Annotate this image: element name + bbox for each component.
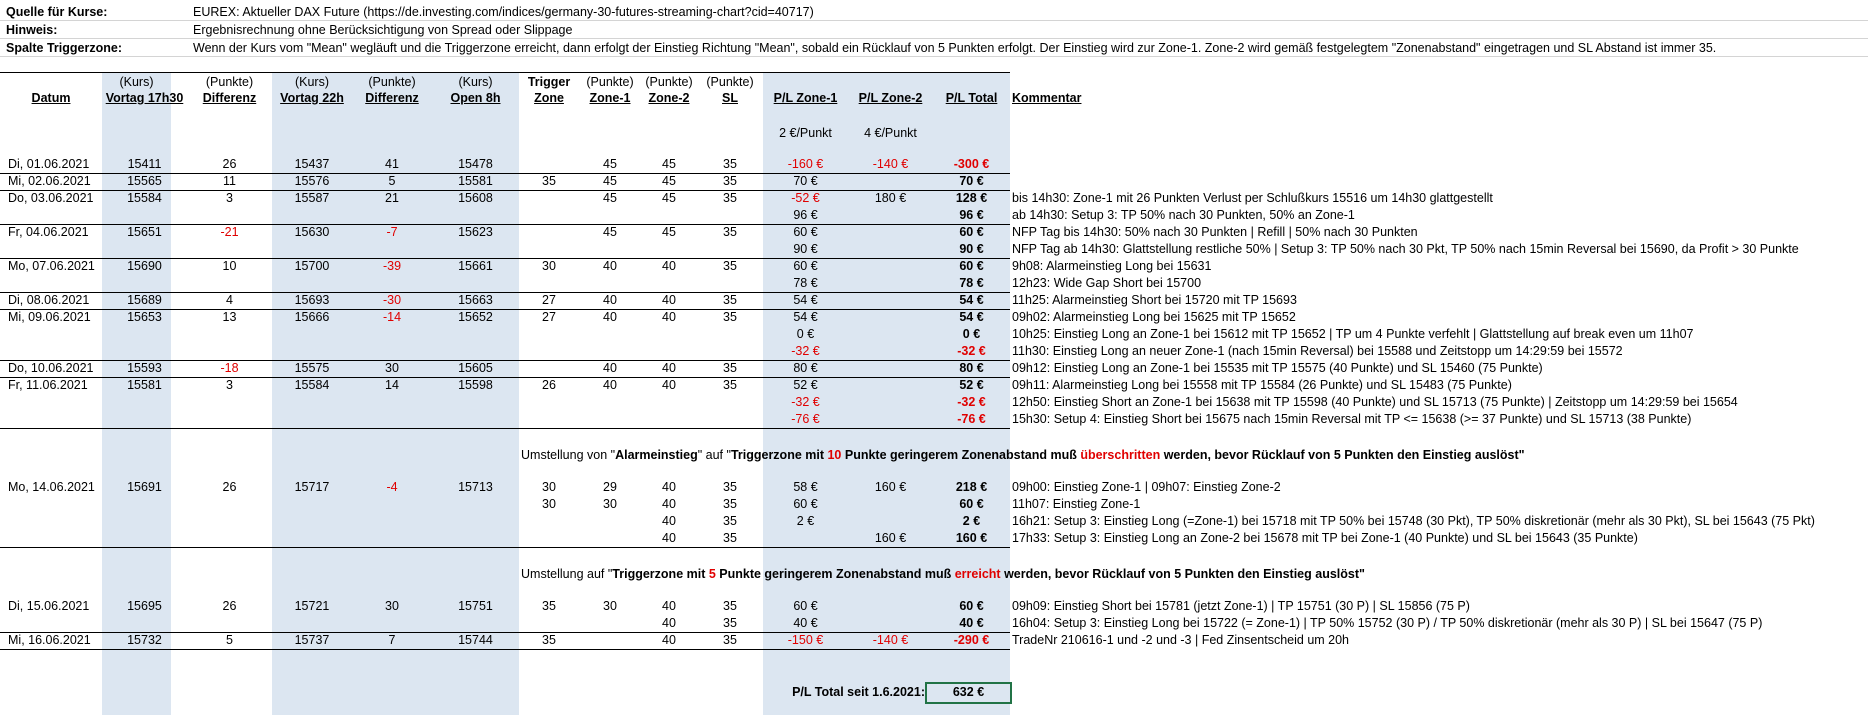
note-alarm-change (521, 447, 1525, 463)
cell-sl[interactable]: 35 (723, 259, 737, 273)
cell-z1[interactable]: 40 (603, 310, 617, 324)
note-text: Triggerzone mit (612, 567, 709, 581)
header-diff2-top: (Punkte) (368, 75, 416, 89)
header-z1: Zone-1 (589, 91, 631, 105)
cell-plt[interactable]: 60 € (959, 225, 984, 239)
cell-pl1[interactable]: 52 € (793, 378, 818, 392)
cell-pl2[interactable]: -140 € (872, 633, 909, 647)
cell-plt[interactable]: 70 € (959, 174, 984, 188)
cell-k1[interactable]: 15411 (127, 157, 162, 171)
hint-value: Ergebnisrechnung ohne Berücksichtigung von Spread oder Slippage (193, 23, 573, 37)
cell-sl[interactable]: 35 (723, 378, 737, 392)
cell-d1[interactable]: -18 (220, 361, 239, 375)
cell-datum[interactable]: Mo, 14.06.2021 (8, 480, 95, 494)
cell-k1[interactable]: 15695 (127, 599, 162, 613)
note-text: Punkte geringerem Zonenabstand muß (841, 448, 1081, 462)
source-label: Quelle für Kurse: (6, 5, 108, 19)
cell-pl2[interactable]: -140 € (872, 157, 909, 171)
cell-komm[interactable]: 9h08: Alarmeinstieg Long bei 15631 (1012, 259, 1212, 273)
row-divider (0, 547, 1010, 548)
header-diff2: Differenz (365, 91, 419, 105)
cell-d1[interactable]: 4 (226, 293, 233, 307)
cell-datum[interactable]: Mi, 09.06.2021 (8, 310, 91, 324)
cell-k1[interactable]: 15581 (127, 378, 162, 392)
header-kommentar: Kommentar (1012, 91, 1082, 105)
cell-open[interactable]: 15478 (458, 157, 493, 171)
cell-k1[interactable]: 15565 (127, 174, 162, 188)
cell-open[interactable]: 15608 (458, 191, 493, 205)
header-z2-top: (Punkte) (645, 75, 693, 89)
cell-plt[interactable]: 80 € (959, 361, 984, 375)
cell-k2[interactable]: 15576 (294, 174, 330, 188)
cell-plt[interactable]: 218 € (955, 480, 988, 494)
cell-sl[interactable]: 35 (723, 497, 737, 511)
gridline (0, 38, 1868, 39)
cell-komm[interactable]: 17h33: Setup 3: Einstieg Long an Zone-2 bei 15678 mit TP bei Zone-1 (40 Punkte) und SL bei 15643 (35 Punkte) (1012, 531, 1638, 545)
cell-datum[interactable]: Di, 08.06.2021 (8, 293, 90, 307)
cell-d1[interactable]: 11 (223, 174, 236, 188)
cell-pl1[interactable]: 70 € (793, 174, 818, 188)
cell-open[interactable]: 15623 (458, 225, 493, 239)
cell-plt[interactable]: 90 € (959, 242, 984, 256)
cell-d1[interactable]: 26 (222, 480, 237, 494)
header-kurs1: Vortag 17h30 (105, 91, 184, 105)
cell-z2[interactable]: 40 (662, 310, 676, 324)
cell-k2[interactable]: 15700 (294, 259, 330, 273)
note-text: überschritten (1080, 448, 1161, 462)
cell-z2[interactable]: 45 (662, 174, 676, 188)
cell-z1[interactable]: 29 (603, 480, 617, 494)
cell-pl2[interactable]: 160 € (874, 480, 907, 494)
cell-k1[interactable]: 15593 (127, 361, 162, 375)
cell-k1[interactable]: 15651 (127, 225, 162, 239)
cell-datum[interactable]: Do, 03.06.2021 (8, 191, 94, 205)
cell-k1[interactable]: 15732 (127, 633, 162, 647)
cell-open[interactable]: 15663 (458, 293, 493, 307)
cell-plt[interactable]: 60 € (959, 599, 984, 613)
cell-z2[interactable]: 40 (662, 259, 676, 273)
header-datum: Datum (31, 91, 71, 105)
cell-z1[interactable]: 40 (603, 293, 617, 307)
header-pl2: P/L Zone-2 (858, 91, 923, 105)
cell-pl1[interactable]: -160 € (787, 157, 824, 171)
cell-plt[interactable]: 128 € (955, 191, 988, 205)
cell-datum[interactable]: Mi, 02.06.2021 (8, 174, 91, 188)
cell-datum[interactable]: Fr, 11.06.2021 (8, 378, 88, 392)
cell-trig[interactable]: 35 (542, 174, 556, 188)
cell-sl[interactable]: 35 (723, 616, 737, 630)
cell-k1[interactable]: 15653 (127, 310, 162, 324)
cell-d1[interactable]: 3 (226, 378, 233, 392)
cell-komm[interactable]: ab 14h30: Setup 3: TP 50% nach 30 Punkten, 50% an Zone-1 (1012, 208, 1355, 222)
cell-k2[interactable]: 15737 (294, 633, 330, 647)
cell-plt[interactable]: 78 € (959, 276, 984, 290)
cell-trig[interactable]: 27 (542, 310, 556, 324)
note-text: Triggerzone mit (730, 448, 828, 462)
header-pl2-sub: 4 €/Punkt (864, 126, 917, 140)
cell-plt[interactable]: 54 € (959, 310, 984, 324)
header-open: Open 8h (450, 91, 501, 105)
note-text: Umstellung von " (521, 448, 616, 462)
cell-z2[interactable]: 40 (662, 378, 676, 392)
cell-k2[interactable]: 15584 (294, 378, 330, 392)
cell-pl2[interactable]: 160 € (874, 531, 907, 545)
cell-plt[interactable]: 54 € (959, 293, 984, 307)
note-text: " auf " (697, 448, 731, 462)
cell-d1[interactable]: 26 (222, 599, 237, 613)
cell-sl[interactable]: 35 (723, 514, 737, 528)
cell-open[interactable]: 15598 (458, 378, 493, 392)
cell-z1[interactable]: 30 (603, 599, 617, 613)
cell-k1[interactable]: 15691 (127, 480, 162, 494)
cell-sl[interactable]: 35 (723, 531, 737, 545)
cell-z2[interactable]: 40 (662, 293, 676, 307)
cell-k2[interactable]: 15575 (294, 361, 330, 375)
header-sl-top: (Punkte) (706, 75, 754, 89)
trigger-value: Wenn der Kurs vom "Mean" wegläuft und die Triggerzone erreicht, dann erfolgt der Einstieg Richtung "Mean", sobald ein Rücklauf von 5 Punkten erfolgt. Der Einstieg wird zur Zone-1. Zone-2 wird gemäß festgelegtem "Zonenabstand" eingetragen und SL Abstand ist immer 35. (193, 41, 1717, 55)
cell-open[interactable]: 15713 (458, 480, 493, 494)
cell-pl1[interactable]: -52 € (791, 191, 820, 205)
cell-d2[interactable]: 21 (385, 191, 399, 205)
source-value: EUREX: Aktueller DAX Future (https://de.investing.com/indices/germany-30-futures-streaming-chart?cid=40717) (193, 5, 814, 19)
header-pl1: P/L Zone-1 (773, 91, 838, 105)
hint-label: Hinweis: (6, 23, 58, 37)
cell-trig[interactable]: 30 (542, 497, 556, 511)
cell-pl1[interactable]: 80 € (793, 361, 818, 375)
cell-pl1[interactable]: -76 € (791, 412, 820, 426)
header-diff1: Differenz (202, 91, 257, 105)
cell-open[interactable]: 15652 (458, 310, 493, 324)
cell-z2[interactable]: 45 (662, 225, 676, 239)
cell-z2[interactable]: 40 (662, 599, 676, 613)
cell-k2[interactable]: 15437 (294, 157, 330, 171)
cell-komm[interactable]: bis 14h30: Zone-1 mit 26 Punkten Verlust per Schlußkurs 15516 um 14h30 glattgestellt (1012, 191, 1493, 205)
cell-d1[interactable]: 13 (222, 310, 237, 324)
cell-pl1[interactable]: 40 € (793, 616, 818, 630)
cell-komm[interactable]: 16h04: Setup 3: Einstieg Long bei 15722 (= Zone-1) | TP 50% 15752 (30 P) / TP 50% diskretionär (mehr als 30 P) | SL bei 15647 (75 P) (1012, 616, 1763, 630)
cell-pl1[interactable]: 90 € (793, 242, 818, 256)
cell-komm[interactable]: 11h25: Alarmeinstieg Short bei 15720 mit TP 15693 (1012, 293, 1297, 307)
gridline (0, 56, 1868, 57)
cell-plt[interactable]: 2 € (962, 514, 981, 528)
cell-z2[interactable]: 40 (662, 361, 676, 375)
cell-trig[interactable]: 26 (542, 378, 556, 392)
note-text: erreicht (954, 567, 1001, 581)
cell-pl1[interactable]: 54 € (793, 310, 818, 324)
cell-pl1[interactable]: -32 € (791, 344, 820, 358)
cell-sl[interactable]: 35 (723, 174, 737, 188)
cell-pl1[interactable]: 58 € (793, 480, 818, 494)
cell-pl1[interactable]: 78 € (793, 276, 818, 290)
note-trigger-change (521, 566, 1365, 582)
cell-d2[interactable]: -30 (382, 293, 402, 307)
cell-pl1[interactable]: 60 € (793, 599, 818, 613)
cell-z2[interactable]: 45 (662, 157, 676, 171)
cell-z1[interactable]: 40 (603, 361, 617, 375)
cell-d2[interactable]: 30 (385, 599, 399, 613)
cell-open[interactable]: 15605 (458, 361, 493, 375)
cell-datum[interactable]: Di, 01.06.2021 (8, 157, 90, 171)
cell-d1[interactable]: 10 (222, 259, 237, 273)
cell-pl1[interactable]: 60 € (793, 259, 818, 273)
cell-d2[interactable]: -4 (386, 480, 398, 494)
gridline (0, 20, 1868, 21)
note-text: 5 (708, 567, 716, 581)
cell-open[interactable]: 15581 (458, 174, 493, 188)
cell-k2[interactable]: 15721 (294, 599, 330, 613)
cell-komm[interactable]: 10h25: Einstieg Long an Zone-1 bei 15612 mit TP 15652 | TP um 4 Punkte verfehlt | Glattstellung auf break even um 11h07 (1012, 327, 1694, 341)
note-text: 10 (827, 448, 842, 462)
cell-d2[interactable]: -14 (382, 310, 402, 324)
cell-open[interactable]: 15661 (458, 259, 493, 273)
cell-k1[interactable]: 15689 (127, 293, 162, 307)
cell-z2[interactable]: 45 (662, 191, 676, 205)
cell-z2[interactable]: 40 (662, 514, 676, 528)
cell-open[interactable]: 15751 (458, 599, 493, 613)
cell-datum[interactable]: Di, 15.06.2021 (8, 599, 90, 613)
cell-datum[interactable]: Fr, 04.06.2021 (8, 225, 89, 239)
cell-pl1[interactable]: 2 € (796, 514, 815, 528)
cell-plt[interactable]: 52 € (959, 378, 984, 392)
cell-d2[interactable]: -39 (382, 259, 402, 273)
cell-plt[interactable]: -76 € (957, 412, 986, 426)
cell-komm[interactable]: 09h12: Einstieg Long an Zone-1 bei 15535 mit TP 15575 (40 Punkte) und SL 15460 (75 Punkte) (1012, 361, 1543, 375)
cell-plt[interactable]: -32 € (957, 395, 986, 409)
header-kurs2-top: (Kurs) (294, 75, 330, 89)
cell-k1[interactable]: 15690 (127, 259, 162, 273)
cell-z2[interactable]: 40 (662, 531, 676, 545)
cell-z1[interactable]: 45 (603, 225, 617, 239)
cell-d2[interactable]: 7 (388, 633, 396, 647)
cell-d1[interactable]: 3 (226, 191, 233, 205)
cell-sl[interactable]: 35 (723, 599, 737, 613)
header-pl1-sub: 2 €/Punkt (779, 126, 832, 140)
cell-komm[interactable]: 09h02: Alarmeinstieg Long bei 15625 mit TP 15652 (1012, 310, 1296, 324)
total-label: P/L Total seit 1.6.2021: (792, 685, 925, 699)
cell-z2[interactable]: 40 (662, 497, 676, 511)
cell-z1[interactable]: 45 (603, 174, 617, 188)
row-divider (0, 649, 1010, 650)
cell-d1[interactable]: 5 (226, 633, 233, 647)
cell-komm[interactable]: 15h30: Setup 4: Einstieg Short bei 15675 nach 15min Reversal mit TP <= 15638 (>= 37 Punkte) und SL 15713 (38 Punkte) (1012, 412, 1692, 426)
cell-z1[interactable]: 40 (603, 259, 617, 273)
cell-datum[interactable]: Mo, 07.06.2021 (8, 259, 95, 273)
cell-plt[interactable]: 40 € (959, 616, 984, 630)
cell-pl1[interactable]: 54 € (793, 293, 818, 307)
cell-open[interactable]: 15744 (458, 633, 493, 647)
cell-pl1[interactable]: 96 € (793, 208, 818, 222)
cell-komm[interactable]: 09h00: Einstieg Zone-1 | 09h07: Einstieg Zone-2 (1012, 480, 1281, 494)
cell-datum[interactable]: Mi, 16.06.2021 (8, 633, 91, 647)
cell-plt[interactable]: 0 € (962, 327, 981, 341)
cell-d2[interactable]: 5 (388, 174, 396, 188)
cell-plt[interactable]: -32 € (957, 344, 986, 358)
note-text: Umstellung auf " (521, 567, 613, 581)
cell-sl[interactable]: 35 (723, 480, 737, 494)
cell-z2[interactable]: 40 (662, 480, 676, 494)
cell-k1[interactable]: 15584 (127, 191, 162, 205)
cell-z2[interactable]: 40 (662, 633, 676, 647)
note-text: Punkte geringerem Zonenabstand muß (715, 567, 955, 581)
row-divider (0, 428, 1010, 429)
header-trigger-top: Trigger (527, 75, 571, 89)
cell-plt[interactable]: 96 € (959, 208, 984, 222)
cell-plt[interactable]: 60 € (959, 497, 984, 511)
cell-pl1[interactable]: 60 € (793, 225, 818, 239)
note-text: werden, bevor Rücklauf von 5 Punkten den Einstieg auslöst" (1160, 448, 1525, 462)
cell-plt[interactable]: -290 € (953, 633, 990, 647)
header-trigger: Zone (534, 91, 564, 105)
cell-sl[interactable]: 35 (723, 225, 737, 239)
cell-komm[interactable]: NFP Tag bis 14h30: 50% nach 30 Punkten | Refill | 50% nach 30 Punkten (1012, 225, 1418, 239)
cell-sl[interactable]: 35 (723, 310, 737, 324)
cell-komm[interactable]: 11h30: Einstieg Long an neuer Zone-1 (nach 15min Reversal) bei 15588 und Zeitstopp um 14:29:59 bei 15572 (1012, 344, 1623, 358)
cell-datum[interactable]: Do, 10.06.2021 (8, 361, 94, 375)
header-z2: Zone-2 (648, 91, 690, 105)
cell-z1[interactable]: 45 (603, 157, 617, 171)
cell-trig[interactable]: 35 (542, 633, 556, 647)
header-z1-top: (Punkte) (586, 75, 634, 89)
cell-sl[interactable]: 35 (723, 361, 737, 375)
cell-k2[interactable]: 15666 (294, 310, 330, 324)
cell-sl[interactable]: 35 (723, 191, 737, 205)
cell-k2[interactable]: 15717 (294, 480, 330, 494)
cell-pl1[interactable]: 60 € (793, 497, 818, 511)
cell-sl[interactable]: 35 (723, 293, 737, 307)
cell-d2[interactable]: 41 (385, 157, 399, 171)
cell-sl[interactable]: 35 (723, 157, 737, 171)
table-top-border (0, 72, 1010, 73)
cell-z1[interactable]: 30 (603, 497, 617, 511)
cell-komm[interactable]: TradeNr 210616-1 und -2 und -3 | Fed Zinsentscheid um 20h (1012, 633, 1350, 647)
cell-komm[interactable]: NFP Tag ab 14h30: Glattstellung restliche 50% | Setup 3: TP 50% nach 30 Pkt, TP 50% nach 15min Reversal bei 15690, da Profit > 30 Punkte (1012, 242, 1799, 256)
cell-pl1[interactable]: 0 € (796, 327, 815, 341)
cell-komm[interactable]: 12h50: Einstieg Short an Zone-1 bei 15638 mit TP 15598 (40 Punkte) und SL 15713 (75 Punkte) | Zeitstopp um 14:29:59 bei 15654 (1012, 395, 1738, 409)
cell-k2[interactable]: 15587 (294, 191, 330, 205)
cell-pl2[interactable]: 180 € (874, 191, 907, 205)
cell-komm[interactable]: 12h23: Wide Gap Short bei 15700 (1012, 276, 1202, 290)
cell-plt[interactable]: 60 € (959, 259, 984, 273)
header-sl: SL (722, 91, 738, 105)
cell-z2[interactable]: 40 (662, 616, 676, 630)
cell-d2[interactable]: 14 (385, 378, 399, 392)
header-kurs2: Vortag 22h (280, 91, 344, 105)
cell-trig[interactable]: 35 (542, 599, 556, 613)
cell-sl[interactable]: 35 (723, 633, 737, 647)
cell-pl1[interactable]: -150 € (787, 633, 824, 647)
cell-trig[interactable]: 30 (542, 480, 556, 494)
header-kurs1-top: (Kurs) (119, 75, 154, 89)
cell-trig[interactable]: 27 (542, 293, 556, 307)
cell-komm[interactable]: 09h09: Einstieg Short bei 15781 (jetzt Zone-1) | TP 15751 (30 P) | SL 15856 (75 P) (1012, 599, 1470, 613)
header-diff1-top: (Punkte) (205, 75, 254, 89)
cell-d2[interactable]: 30 (385, 361, 399, 375)
cell-komm[interactable]: 16h21: Setup 3: Einstieg Long (=Zone-1) bei 15718 mit TP 50% bei 15748 (30 Pkt), TP 50% diskretionär (mehr als 30 Pkt), SL bei 15643 (75 Pkt) (1012, 514, 1815, 528)
trigger-label: Spalte Triggerzone: (6, 41, 122, 55)
cell-plt[interactable]: 160 € (955, 531, 988, 545)
cell-plt[interactable]: -300 € (953, 157, 990, 171)
total-value[interactable]: 632 € (952, 685, 985, 699)
cell-trig[interactable]: 30 (542, 259, 556, 273)
cell-z1[interactable]: 45 (603, 191, 617, 205)
cell-z1[interactable]: 40 (603, 378, 617, 392)
cell-pl1[interactable]: -32 € (791, 395, 820, 409)
cell-d1[interactable]: -21 (220, 225, 239, 239)
cell-komm[interactable]: 09h11: Alarmeinstieg Long bei 15558 mit TP 15584 (26 Punkte) und SL 15483 (75 Punkte) (1012, 378, 1512, 392)
note-text: werden, bevor Rücklauf von 5 Punkten den Einstieg auslöst" (1000, 567, 1365, 581)
cell-d2[interactable]: -7 (386, 225, 398, 239)
header-open-top: (Kurs) (458, 75, 493, 89)
header-plt: P/L Total (945, 91, 998, 105)
cell-k2[interactable]: 15693 (294, 293, 330, 307)
cell-d1[interactable]: 26 (222, 157, 237, 171)
note-text: Alarmeinstieg (615, 448, 698, 462)
cell-k2[interactable]: 15630 (294, 225, 330, 239)
cell-komm[interactable]: 11h07: Einstieg Zone-1 (1012, 497, 1141, 511)
